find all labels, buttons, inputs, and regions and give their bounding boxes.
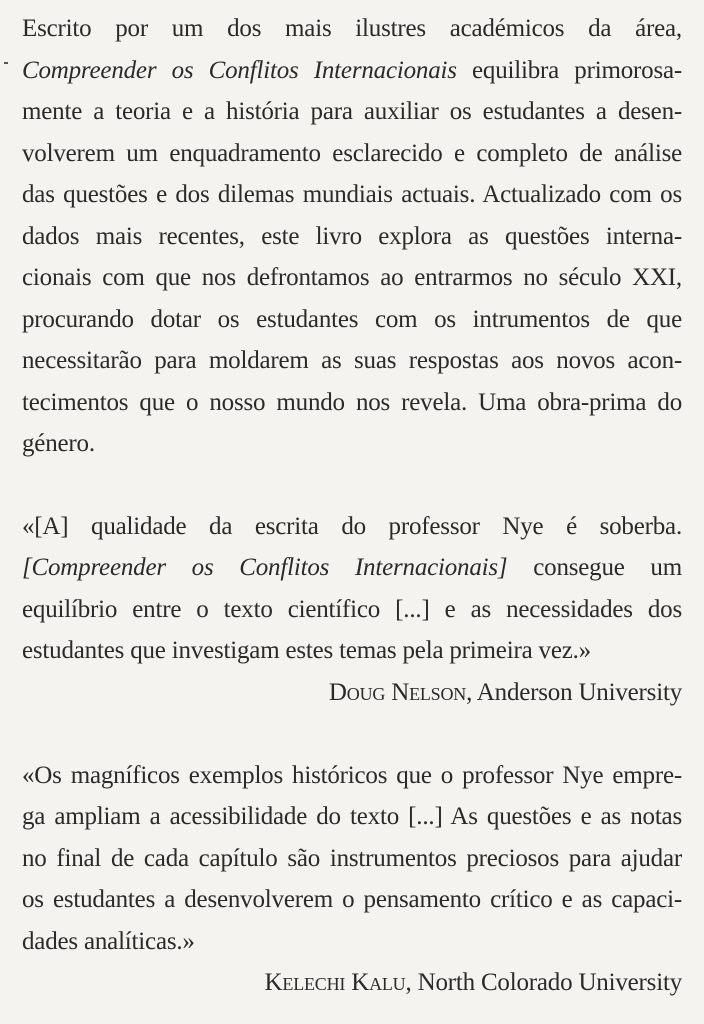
paragraph-line-1: Escrito por um dos mais ilustres académicos da área, — [22, 15, 682, 42]
quote2-affiliation: , North Colorado University — [405, 969, 682, 996]
quote1-affiliation: , Anderson University — [466, 679, 682, 706]
quote1-line-2 — [22, 553, 682, 583]
paragraph-line-10: tecimentos que o nosso mundo nos revela. Uma obra-prima do — [22, 389, 682, 416]
paragraph-line-4: volverem um enquadramento esclarecido e completo de análise — [22, 140, 682, 167]
margin-mark — [4, 62, 8, 64]
paragraph-line-11: género. — [22, 430, 95, 457]
quote1-line-3: equilíbrio entre o texto científico [...] e as necessidades dos — [22, 596, 682, 623]
paragraph-line-9: necessitarão para moldarem as suas respostas aos novos acon- — [22, 347, 682, 374]
quote2-line-5: dades analíticas.» — [22, 928, 195, 955]
quote1-line-1: «[A] qualidade da escrita do professor Nye é soberba. — [22, 513, 682, 540]
quote1-line-2-rest: consegue um — [507, 554, 682, 581]
paragraph-line-3: mente a teoria e a história para auxiliar os estudantes a desen- — [22, 98, 682, 125]
quote1-book-title: [Compreender os Conflitos Internacionais] — [22, 554, 508, 581]
quote1-attribution — [22, 678, 682, 708]
paragraph-line-2 — [22, 56, 682, 86]
quote2-line-3: no final de cada capítulo são instrumentos preciosos para ajudar — [22, 845, 682, 872]
paragraph-line-6: dados mais recentes, este livro explora as questões interna- — [22, 223, 682, 250]
quote2-author: Kelechi Kalu — [264, 969, 406, 996]
book-title: Compreender os Conflitos Internacionais — [22, 57, 457, 84]
paragraph-line-8: procurando dotar os estudantes com os intrumentos de que — [22, 306, 682, 333]
quote1-line-4: estudantes que investigam estes temas pela primeira vez.» — [22, 637, 591, 664]
paragraph-line-5: das questões e dos dilemas mundiais actuais. Actualizado com os — [22, 181, 682, 208]
quote2-attribution — [22, 968, 682, 998]
quote1-author: Doug Nelson — [328, 679, 467, 706]
paragraph-line-7: cionais com que nos defrontamos ao entrarmos no século XXI, — [22, 264, 682, 291]
quote2-line-1: «Os magníficos exemplos históricos que o professor Nye empre- — [22, 762, 682, 789]
quote2-line-4: os estudantes a desenvolverem o pensamento crítico e as capaci- — [22, 886, 682, 913]
quote2-line-2: ga ampliam a acessibilidade do texto [...] As questões e as notas — [22, 803, 682, 830]
paragraph-line-2-rest: equilibra primorosa- — [456, 57, 682, 84]
